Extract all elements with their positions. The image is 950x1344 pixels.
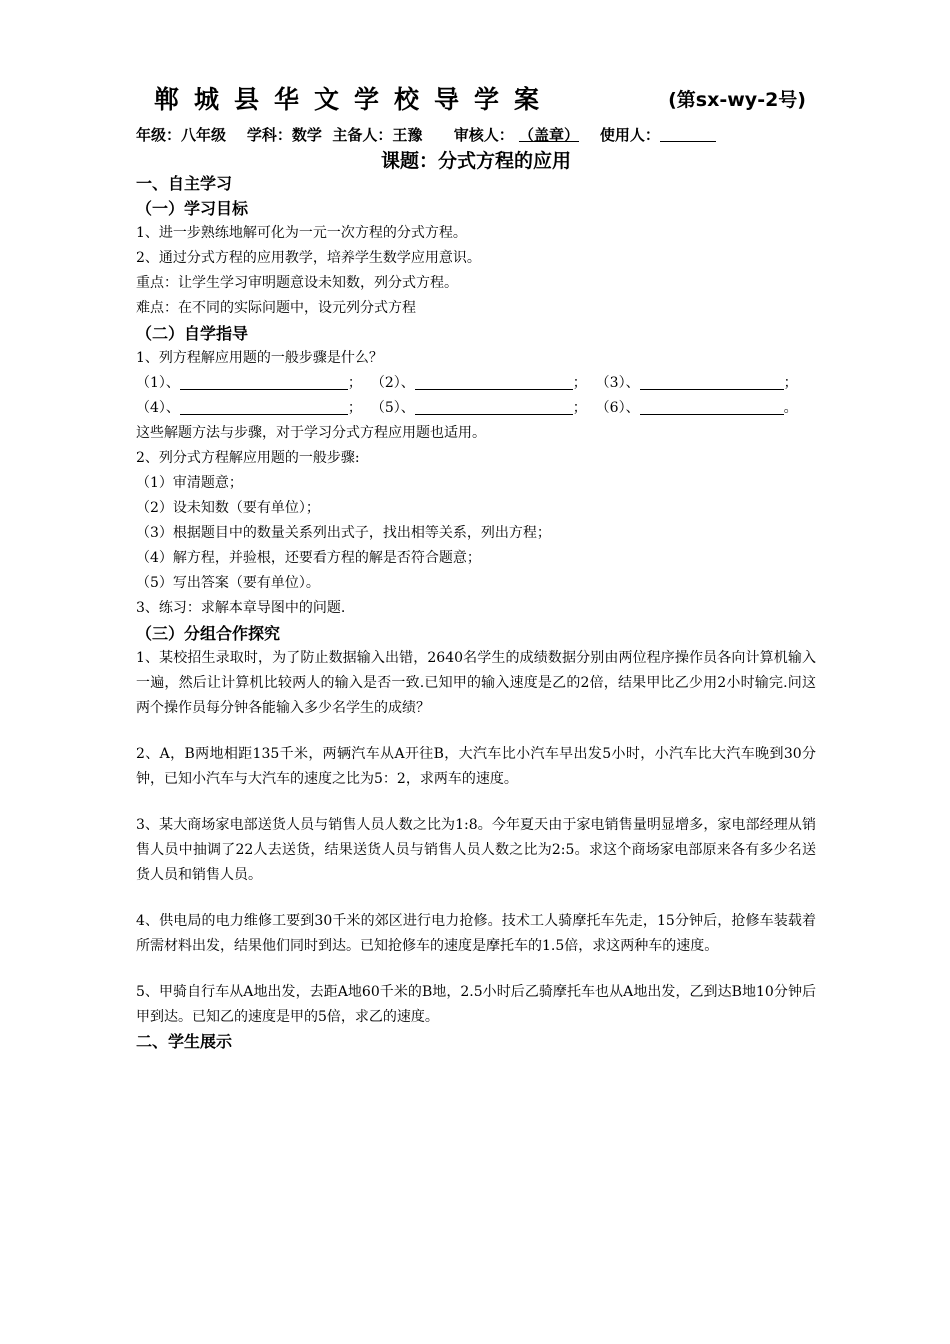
answer-blank[interactable] [180,374,348,390]
user-blank[interactable] [660,127,716,142]
lesson-title: 课题：分式方程的应用 [380,150,571,172]
blank-label: （1）、 [136,375,180,391]
goal-item: 2、通过分式方程的应用教学，培养学生数学应用意识。 [136,250,481,266]
grade-label: 年级：八年级 [136,126,227,144]
separator: ； [572,400,587,416]
problem-item: 1、某校招生录取时，为了防止数据输入出错，2640名学生的成绩数据分别由两位程序操作员各向计算机输入一遍，然后让计算机比较两人的输入是否一致.已知甲的输入速度是乙的2倍，结果甲比乙少用2小时输完.问这两个操作员每分钟各能输入多少名学生的成绩？ [136,650,816,716]
blank-label: （2）、 [370,375,415,391]
explore-heading: （三）分组合作探究 [136,624,281,643]
separator: 。 [783,400,798,416]
content [136,172,816,1054]
answer-blank[interactable] [640,374,784,390]
title-row [136,80,816,116]
answer-blank[interactable] [415,399,573,415]
blank-label: （5）、 [370,400,415,416]
problem-item: 4、供电局的电力维修工要到30千米的郊区进行电力抢修。技术工人骑摩托车先走，15分钟后，抢修车装载着所需材料出发，结果他们同时到达。已知抢修车的速度是摩托车的1.5倍，求这两种车的速度。 [136,913,816,954]
step-item: （2）设未知数（要有单位）； [136,500,320,516]
answer-blank[interactable] [415,374,573,390]
step-item: （5）写出答案（要有单位）。 [136,575,320,591]
preparer-label: 主备人：王豫 [332,126,423,144]
blank-label: （4）、 [136,400,180,416]
subject-label: 学科：数学 [246,126,322,144]
guide-note: 这些解题方法与步骤，对于学习分式方程应用题也适用。 [136,425,486,441]
guide-question-2: 2、列分式方程解应用题的一般步骤: [136,450,360,466]
problem-item: 5、甲骑自行车从A地出发，去距A地60千米的B地，2.5小时后乙骑摩托车也从A地出发，乙到达B地10分钟后甲到达。已知乙的速度是甲的5倍，求乙的速度。 [136,984,816,1025]
separator: ； [783,375,798,391]
reviewer-stamp: （盖章） [518,126,579,144]
answer-blank[interactable] [180,399,348,415]
goal-item: 1、进一步熟练地解可化为一元一次方程的分式方程。 [136,225,467,241]
meta-row [136,124,826,145]
blank-row-2 [136,396,816,421]
goals-heading: （一）学习目标 [136,199,249,218]
answer-blank[interactable] [640,399,784,415]
step-item: （1）审清题意； [136,475,243,491]
key-point: 重点：让学生学习审明题意设未知数，列分式方程。 [136,275,458,291]
step-item: （4）解方程，并验根，还要看方程的解是否符合题意； [136,550,481,566]
blank-label: （6）、 [595,400,640,416]
difficult-point: 难点：在不同的实际问题中，设元列分式方程 [136,300,416,316]
guide-heading: （二）自学指导 [136,324,249,343]
step-item: （3）根据题目中的数量关系列出式子，找出相等关系，列出方程； [136,525,551,541]
blank-row-1 [136,371,816,396]
separator: ； [347,375,362,391]
practice-item: 3、练习：求解本章导图中的问题. [136,600,346,616]
reviewer-label: 审核人： [453,126,514,144]
section-heading-student-show: 二、学生展示 [136,1032,233,1051]
separator: ； [572,375,587,391]
problem-item: 2、A，B两地相距135千米，两辆汽车从A开往B，大汽车比小汽车早出发5小时，小汽车比大汽车晚到30分钟，已知小汽车与大汽车的速度之比为5：2，求两车的速度。 [136,746,816,787]
problem-item: 3、某大商场家电部送货人员与销售人员人数之比为1:8。今年夏天由于家电销售量明显增多，家电部经理从销售人员中抽调了22人去送货，结果送货人员与销售人员人数之比为2:5。求这个商场家电部原来各有多少名送货人员和销售人员。 [136,817,816,883]
school-title: 郸城县华文学校导学案 [154,85,555,114]
doc-number: (第sx-wy-2号) [668,89,806,111]
guide-question-1: 1、列方程解应用题的一般步骤是什么？ [136,350,383,366]
user-label: 使用人： [599,126,660,144]
separator: ； [347,400,362,416]
blank-label: （3）、 [595,375,640,391]
section-heading-self-study: 一、自主学习 [136,174,233,193]
